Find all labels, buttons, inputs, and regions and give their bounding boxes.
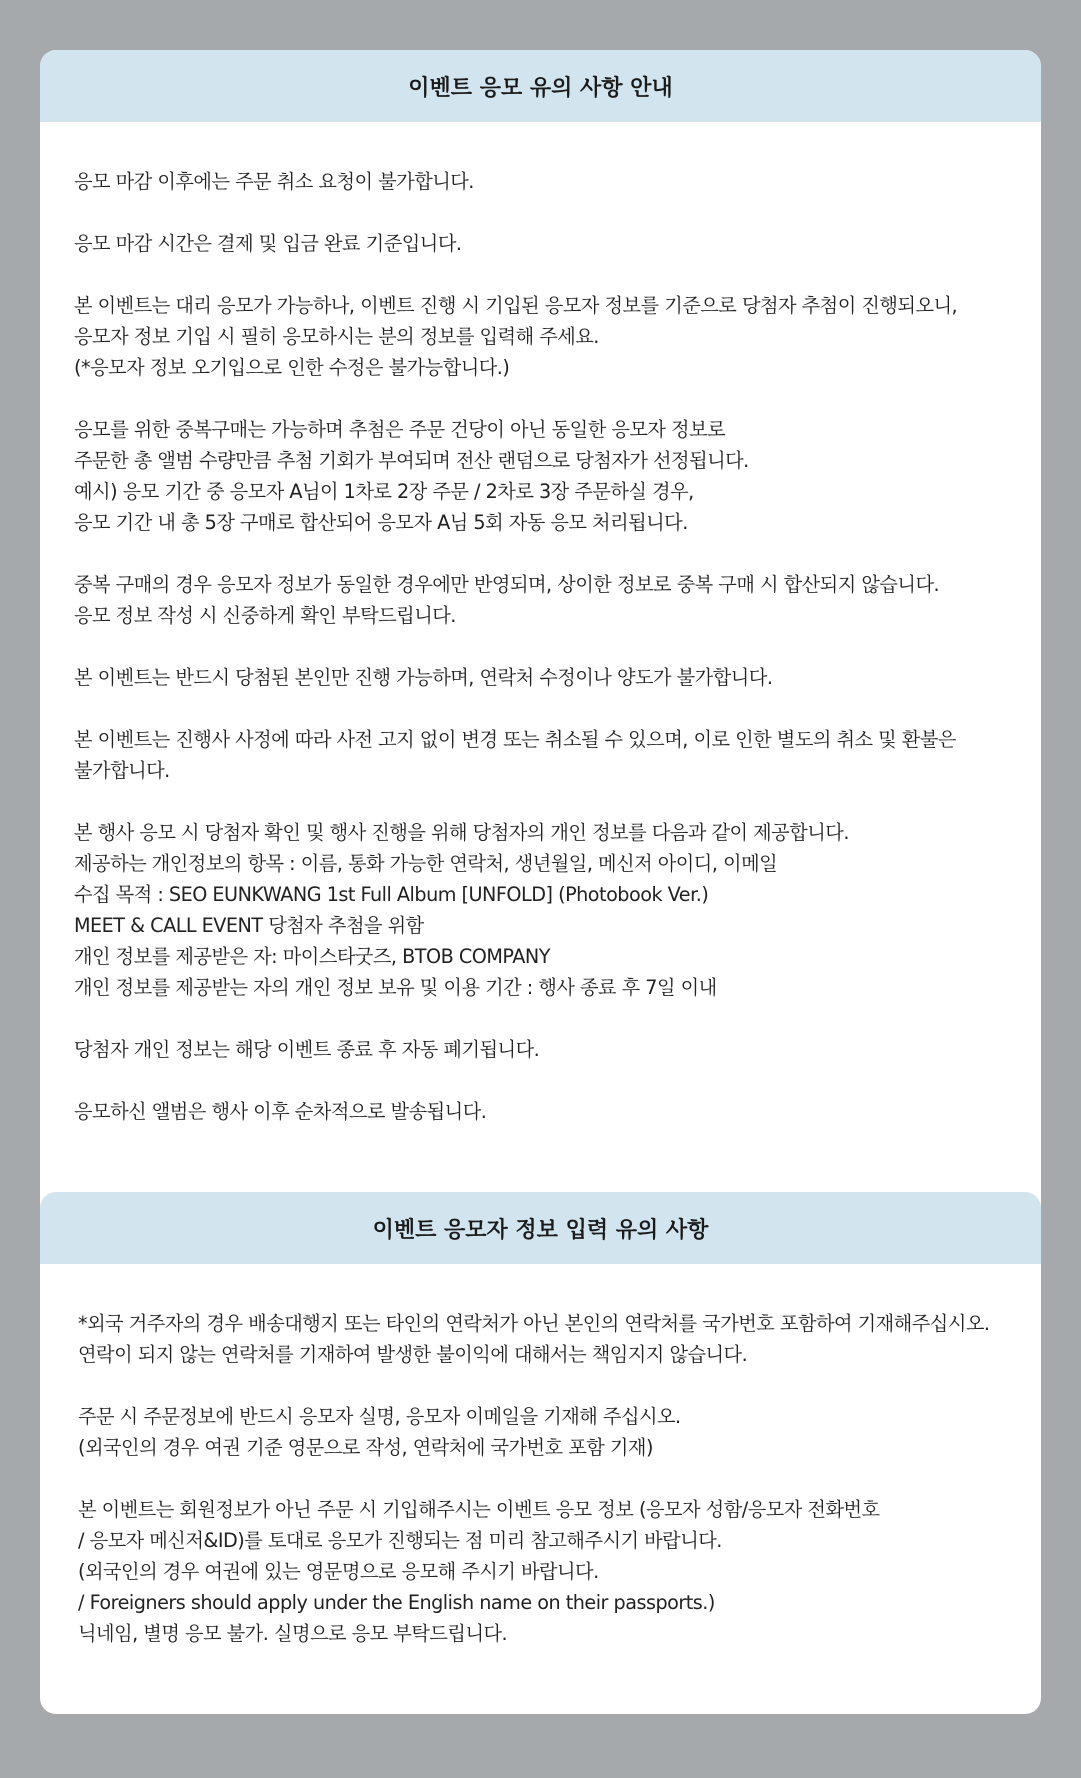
notice-line: 주문 시 주문정보에 반드시 응모자 실명, 응모자 이메일을 기재해 주십시오. [78,1405,681,1428]
notice-line: 중복 구매의 경우 응모자 정보가 동일한 경우에만 반영되며, 상이한 정보로 중복 구매 시 합산되지 않습니다. [74,573,940,596]
notice-line: 응모 정보 작성 시 신중하게 확인 부탁드립니다. [74,604,456,627]
notice-line: 본 이벤트는 진행사 사정에 따라 사전 고지 없이 변경 또는 취소될 수 있으며, 이로 인한 별도의 취소 및 환불은 [74,728,956,751]
notice-line: 연락이 되지 않는 연락처를 기재하여 발생한 불이익에 대해서는 책임지지 않습니다. [78,1343,748,1366]
notice-card [40,50,1041,1714]
section-title-entrant-info: 이벤트 응모자 정보 입력 유의 사항 [40,1192,1041,1264]
notice-paragraph [78,1494,1028,1649]
notice-line: 응모자 정보 기입 시 필히 응모하시는 분의 정보를 입력해 주세요. [74,325,599,348]
notice-line: MEET & CALL EVENT 당첨자 추첨을 위함 [74,914,424,937]
section-title-event-notice: 이벤트 응모 유의 사항 안내 [40,50,1041,122]
notice-line: 본 이벤트는 대리 응모가 가능하나, 이벤트 진행 시 기입된 응모자 정보를 기준으로 당첨자 추첨이 진행되오니, [74,294,958,317]
notice-line: 닉네임, 별명 응모 불가. 실명으로 응모 부탁드립니다. [78,1622,508,1645]
notice-line: 본 행사 응모 시 당첨자 확인 및 행사 진행을 위해 당첨자의 개인 정보를 다음과 같이 제공합니다. [74,821,849,844]
section-body-entrant-info [78,1308,1028,1680]
notice-line: *외국 거주자의 경우 배송대행지 또는 타인의 연락처가 아닌 본인의 연락처를 국가번호 포함하여 기재해주십시오. [78,1312,990,1335]
section-body-event-notice [74,166,1024,1158]
notice-line: (외국인의 경우 여권 기준 영문으로 작성, 연락처에 국가번호 포함 기재) [78,1436,653,1459]
notice-paragraph [74,166,1024,197]
notice-line: 개인 정보를 제공받은 자: 마이스타굿즈, BTOB COMPANY [74,945,550,968]
notice-line: (외국인의 경우 여권에 있는 영문명으로 응모해 주시기 바랍니다. [78,1560,599,1583]
notice-line: 응모 마감 이후에는 주문 취소 요청이 불가합니다. [74,170,474,193]
notice-line: 개인 정보를 제공받는 자의 개인 정보 보유 및 이용 기간 : 행사 종료 후 7일 이내 [74,976,717,999]
notice-paragraph [74,817,1024,1003]
notice-line: 본 이벤트는 회원정보가 아닌 주문 시 기입해주시는 이벤트 응모 정보 (응모자 성함/응모자 전화번호 [78,1498,880,1521]
notice-paragraph [74,228,1024,259]
notice-paragraph [74,1096,1024,1127]
notice-line: 응모를 위한 중복구매는 가능하며 추첨은 주문 건당이 아닌 동일한 응모자 정보로 [74,418,726,441]
notice-line: 불가합니다. [74,759,170,782]
notice-line: / Foreigners should apply under the English name on their passports.) [78,1591,715,1614]
notice-line: / 응모자 메신저&ID)를 토대로 응모가 진행되는 점 미리 참고해주시기 바랍니다. [78,1529,722,1552]
notice-line: 응모 마감 시간은 결제 및 입금 완료 기준입니다. [74,232,462,255]
notice-paragraph [74,662,1024,693]
notice-paragraph [74,724,1024,786]
notice-line: 제공하는 개인정보의 항목 : 이름, 통화 가능한 연락처, 생년월일, 메신저 아이디, 이메일 [74,852,778,875]
notice-line: 응모하신 앨범은 행사 이후 순차적으로 발송됩니다. [74,1100,487,1123]
notice-paragraph [74,1034,1024,1065]
notice-line: 본 이벤트는 반드시 당첨된 본인만 진행 가능하며, 연락처 수정이나 양도가 불가합니다. [74,666,773,689]
notice-paragraph [78,1308,1028,1370]
notice-paragraph [74,569,1024,631]
notice-paragraph [74,290,1024,383]
notice-line: 예시) 응모 기간 중 응모자 A님이 1차로 2장 주문 / 2차로 3장 주문하실 경우, [74,480,694,503]
notice-line: 수집 목적 : SEO EUNKWANG 1st Full Album [UNFOLD] (Photobook Ver.) [74,883,709,906]
notice-line: (*응모자 정보 오기입으로 인한 수정은 불가능합니다.) [74,356,510,379]
notice-paragraph [78,1401,1028,1463]
notice-line: 응모 기간 내 총 5장 구매로 합산되어 응모자 A님 5회 자동 응모 처리됩니다. [74,511,688,534]
notice-paragraph [74,414,1024,538]
notice-line: 당첨자 개인 정보는 해당 이벤트 종료 후 자동 폐기됩니다. [74,1038,540,1061]
notice-line: 주문한 총 앨범 수량만큼 추첨 기회가 부여되며 전산 랜덤으로 당첨자가 선정됩니다. [74,449,749,472]
